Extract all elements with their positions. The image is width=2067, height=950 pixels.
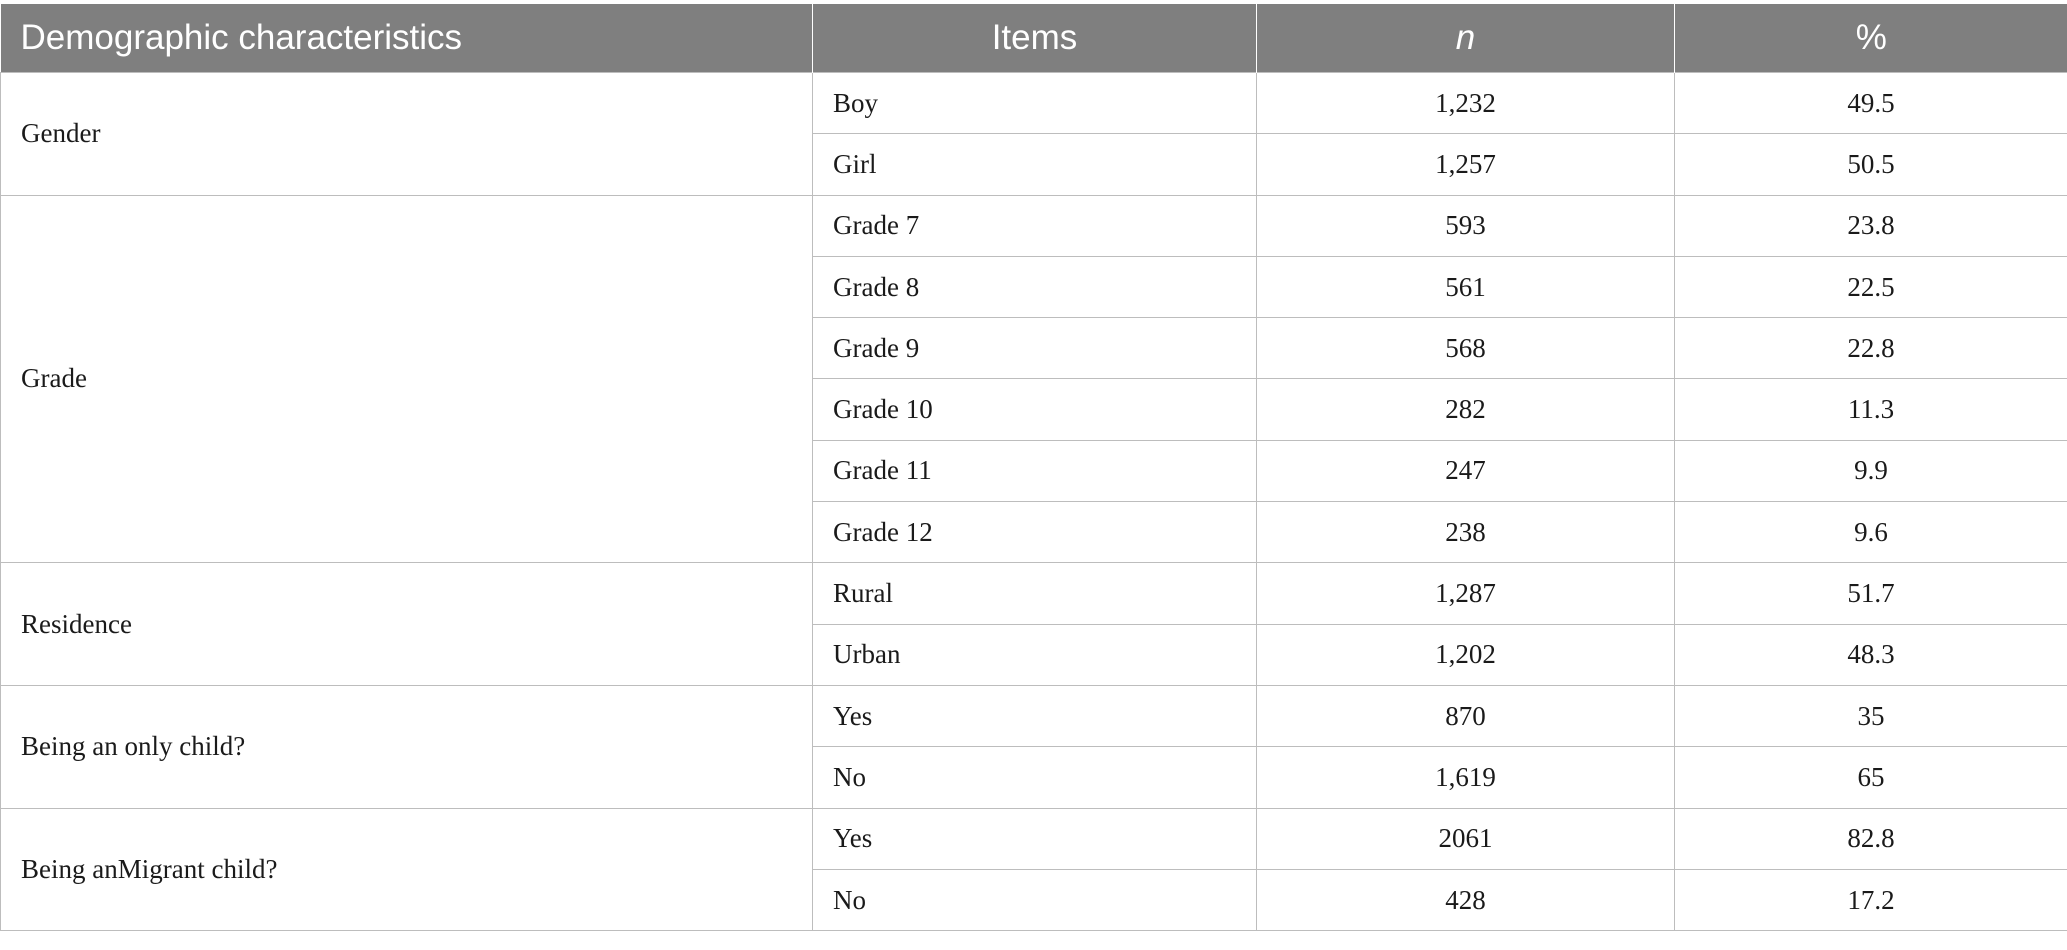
item-cell: Grade 8 bbox=[813, 256, 1257, 317]
item-cell: Boy bbox=[813, 73, 1257, 134]
header-items: Items bbox=[813, 4, 1257, 73]
table-row bbox=[1, 808, 2067, 869]
count-cell: 870 bbox=[1257, 685, 1675, 746]
item-cell: Grade 9 bbox=[813, 318, 1257, 379]
table-body bbox=[1, 73, 2067, 931]
table-row bbox=[1, 563, 2067, 624]
category-cell: Being anMigrant child? bbox=[1, 808, 813, 931]
percent-cell: 65 bbox=[1675, 747, 2067, 808]
item-cell: No bbox=[813, 747, 1257, 808]
percent-cell: 22.5 bbox=[1675, 256, 2067, 317]
percent-cell: 49.5 bbox=[1675, 73, 2067, 134]
item-cell: Grade 10 bbox=[813, 379, 1257, 440]
category-cell: Residence bbox=[1, 563, 813, 686]
count-cell: 1,257 bbox=[1257, 134, 1675, 195]
percent-cell: 9.9 bbox=[1675, 440, 2067, 501]
percent-cell: 48.3 bbox=[1675, 624, 2067, 685]
percent-cell: 82.8 bbox=[1675, 808, 2067, 869]
item-cell: Yes bbox=[813, 685, 1257, 746]
count-cell: 2061 bbox=[1257, 808, 1675, 869]
table-row bbox=[1, 73, 2067, 134]
count-cell: 1,287 bbox=[1257, 563, 1675, 624]
demographics-table bbox=[0, 4, 2067, 931]
count-cell: 568 bbox=[1257, 318, 1675, 379]
item-cell: Rural bbox=[813, 563, 1257, 624]
count-cell: 1,202 bbox=[1257, 624, 1675, 685]
count-cell: 282 bbox=[1257, 379, 1675, 440]
count-cell: 1,232 bbox=[1257, 73, 1675, 134]
count-cell: 1,619 bbox=[1257, 747, 1675, 808]
item-cell: Grade 12 bbox=[813, 502, 1257, 563]
table-row bbox=[1, 685, 2067, 746]
count-cell: 593 bbox=[1257, 195, 1675, 256]
count-cell: 428 bbox=[1257, 869, 1675, 930]
item-cell: Girl bbox=[813, 134, 1257, 195]
item-cell: Yes bbox=[813, 808, 1257, 869]
category-cell: Grade bbox=[1, 195, 813, 563]
table-header bbox=[1, 4, 2067, 73]
percent-cell: 23.8 bbox=[1675, 195, 2067, 256]
count-cell: 561 bbox=[1257, 256, 1675, 317]
percent-cell: 9.6 bbox=[1675, 502, 2067, 563]
percent-cell: 35 bbox=[1675, 685, 2067, 746]
header-row bbox=[1, 4, 2067, 73]
category-cell: Being an only child? bbox=[1, 685, 813, 808]
percent-cell: 11.3 bbox=[1675, 379, 2067, 440]
item-cell: Grade 7 bbox=[813, 195, 1257, 256]
header-demographic-characteristics: Demographic characteristics bbox=[1, 4, 813, 73]
category-cell: Gender bbox=[1, 73, 813, 196]
table-row bbox=[1, 195, 2067, 256]
item-cell: Urban bbox=[813, 624, 1257, 685]
header-percent: % bbox=[1675, 4, 2067, 73]
percent-cell: 22.8 bbox=[1675, 318, 2067, 379]
percent-cell: 51.7 bbox=[1675, 563, 2067, 624]
percent-cell: 50.5 bbox=[1675, 134, 2067, 195]
count-cell: 238 bbox=[1257, 502, 1675, 563]
header-n: n bbox=[1257, 4, 1675, 73]
item-cell: Grade 11 bbox=[813, 440, 1257, 501]
item-cell: No bbox=[813, 869, 1257, 930]
count-cell: 247 bbox=[1257, 440, 1675, 501]
percent-cell: 17.2 bbox=[1675, 869, 2067, 930]
